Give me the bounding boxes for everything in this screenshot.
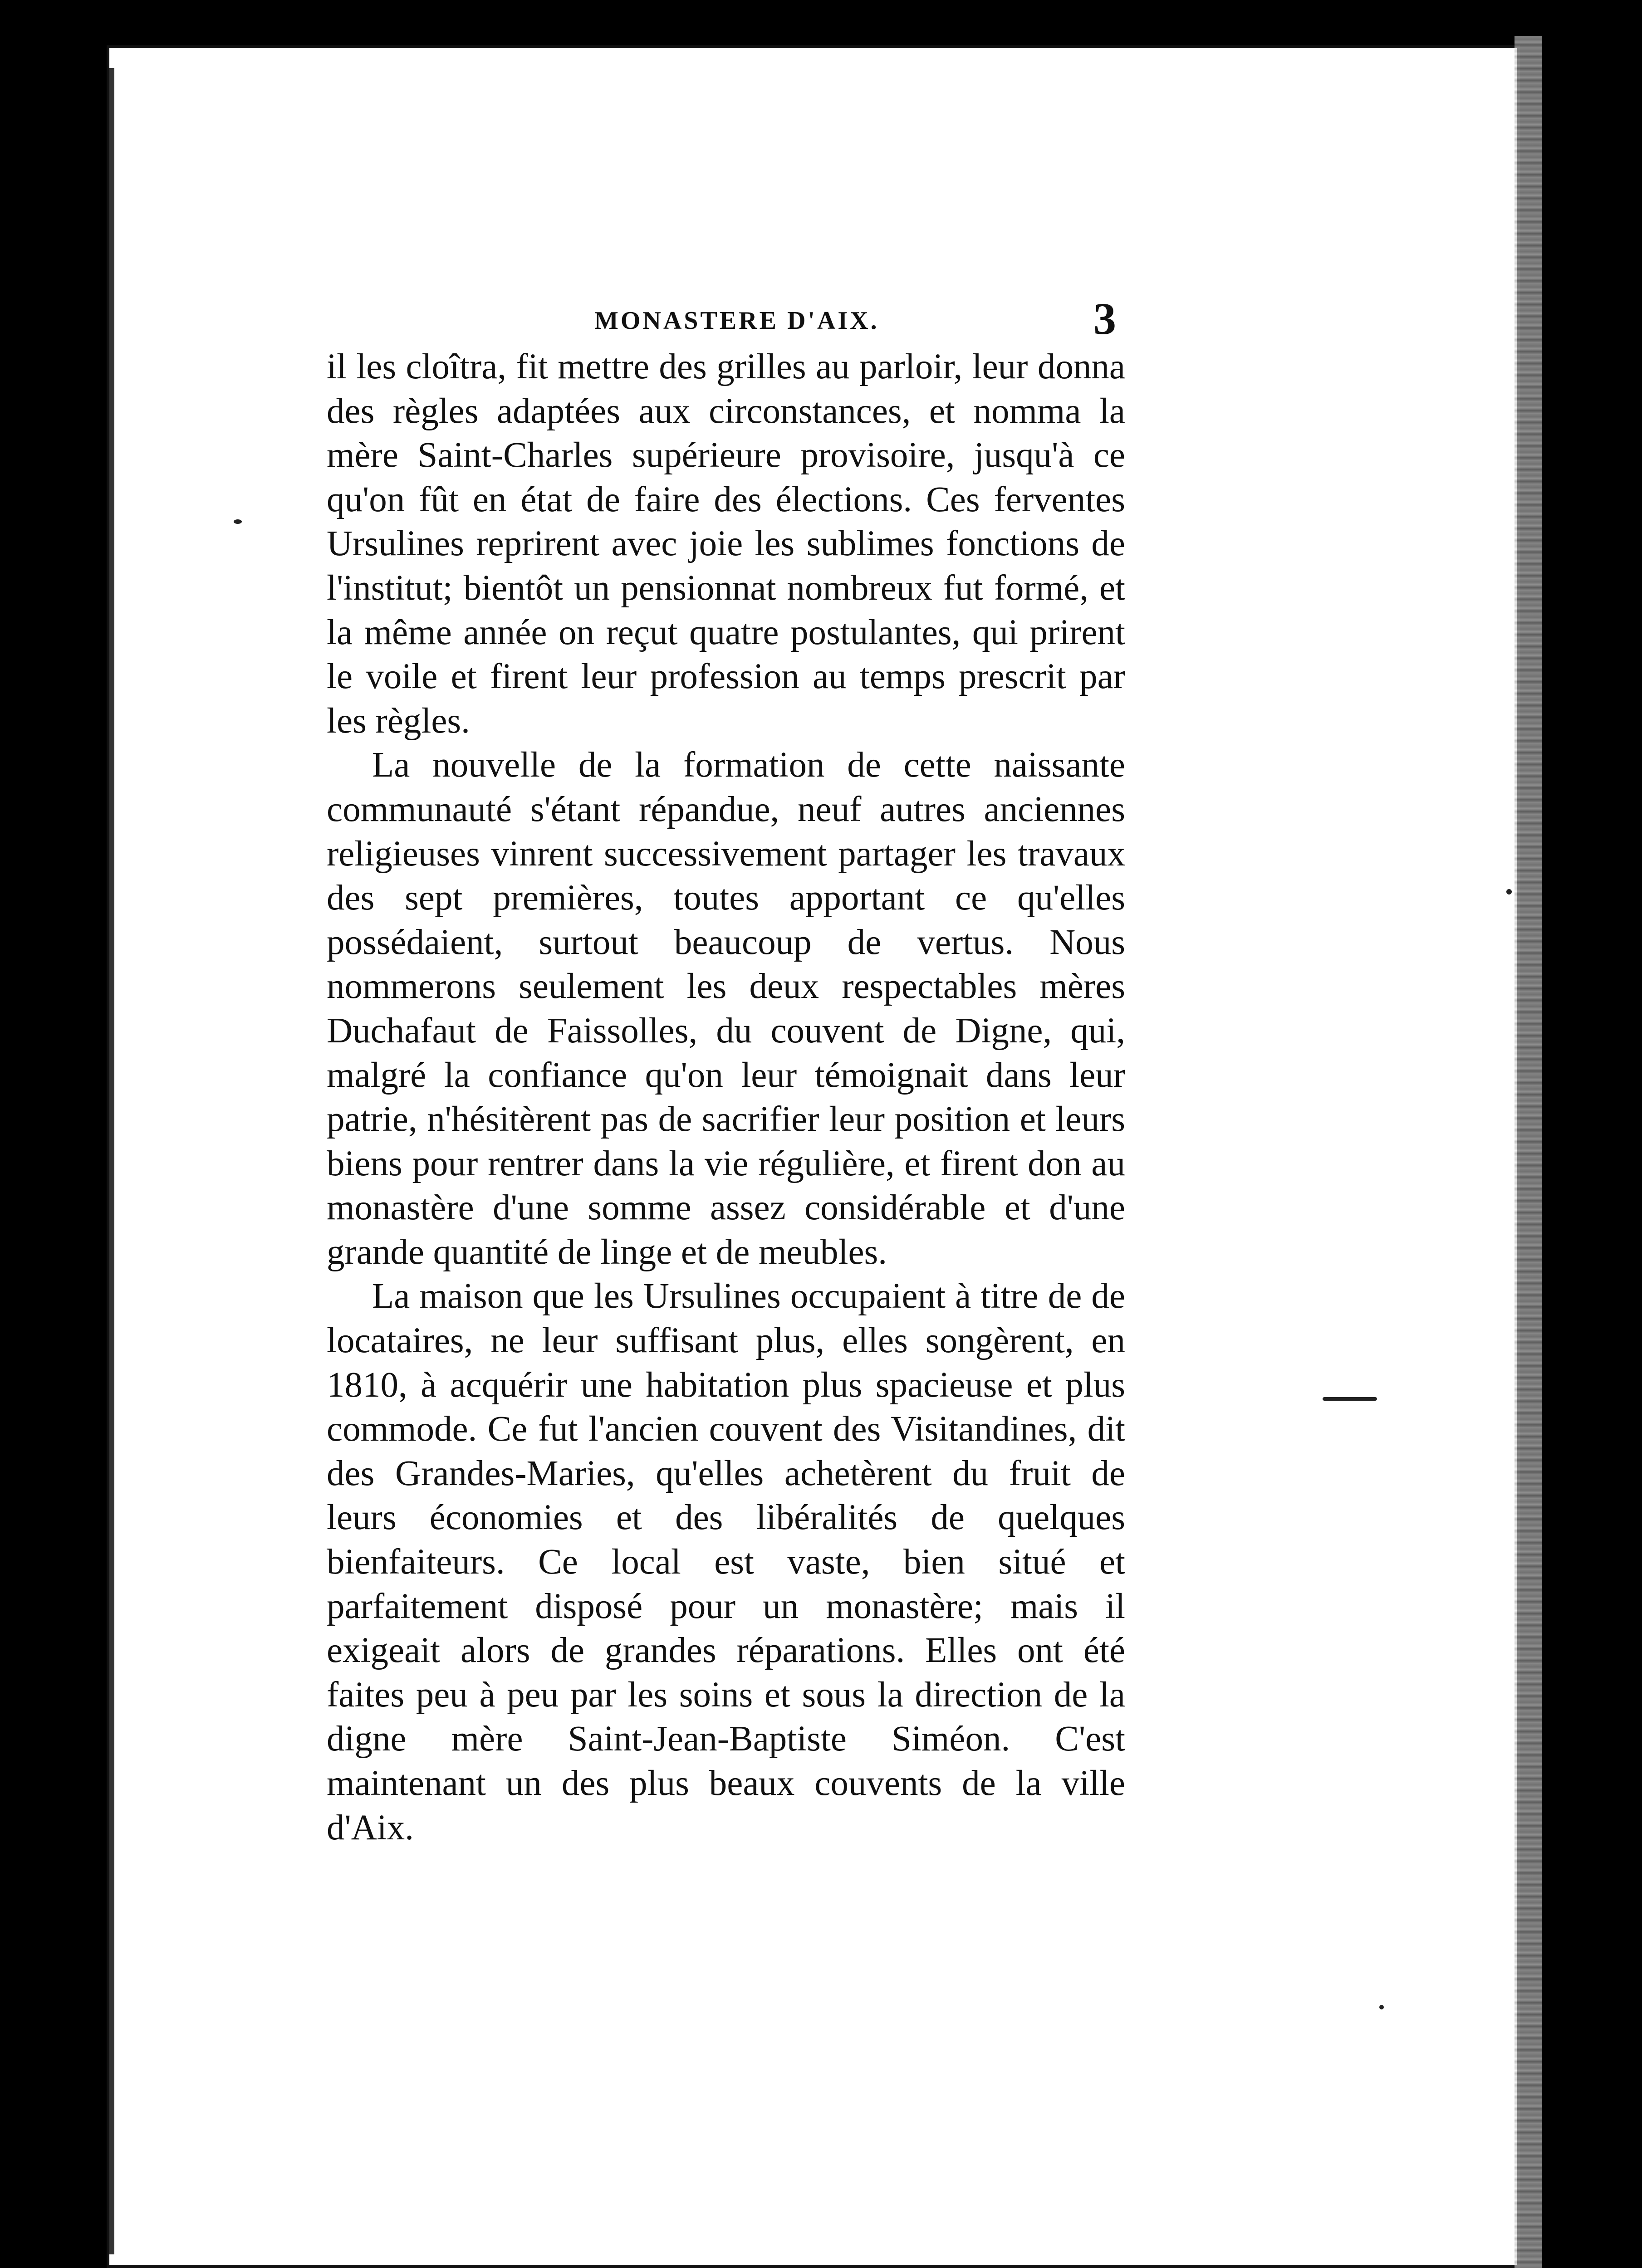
body-text	[327, 345, 1125, 1850]
page-left-edge	[109, 68, 114, 2254]
page-right-edge-fore	[1515, 36, 1542, 2268]
scan-speck	[1506, 889, 1512, 894]
scan-speck	[1323, 1397, 1377, 1401]
paragraph-1: il les cloîtra, fit mettre des grilles au parloir, leur donna des règles adaptées aux circonstances, et nomma la mère Saint-Charles supérieure provisoire, jusqu'à ce qu'on fût en état de faire des élections. Ces ferventes Ursulines reprirent avec joie les sublimes fonctions de l'institut; bientôt un pensionnat nombreux fut formé, et la même année on reçut quatre postulantes, qui prirent le voile et firent leur profession au temps prescrit par les règles.	[327, 347, 1125, 741]
scan-speck	[234, 519, 242, 524]
running-head: MONASTERE D'AIX.	[594, 307, 879, 335]
page-header	[594, 293, 1139, 347]
scan-speck	[1379, 2005, 1384, 2009]
paragraph-3: La maison que les Ursulines occupaient à titre de de locataires, ne leur suffisant plus, elles songèrent, en 1810, à acquérir une habitation plus spacieuse et plus commode. Ce fut l'ancien couvent des Visitandines, dit des Grandes-Maries, qu'elles achetèrent du fruit de leurs économies et des libéralités de quelques bienfaiteurs. Ce local est vaste, bien situé et parfaitement disposé pour un monastère; mais il exigeait alors de grandes réparations. Elles ont été faites peu à peu par les soins et sous la direction de la digne mère Saint-Jean-Baptiste Siméon. C'est maintenant un des plus beaux couvents de la ville d'Aix.	[327, 1276, 1125, 1848]
page-number: 3	[1093, 293, 1116, 344]
paragraph-2: La nouvelle de la formation de cette naissante communauté s'étant répandue, neuf autres anciennes religieuses vinrent successivement partager les travaux des sept premières, toutes apportant ce qu'elles possédaient, surtout beaucoup de vertus. Nous nommerons seulement les deux respectables mères Duchafaut de Faissolles, du couvent de Digne, qui, malgré la confiance qu'on leur témoignait dans leur patrie, n'hésitèrent pas de sacrifier leur position et leurs biens pour rentrer dans la vie régulière, et firent don au monastère d'une somme assez considérable et d'une grande quantité de linge et de meubles.	[327, 745, 1125, 1272]
